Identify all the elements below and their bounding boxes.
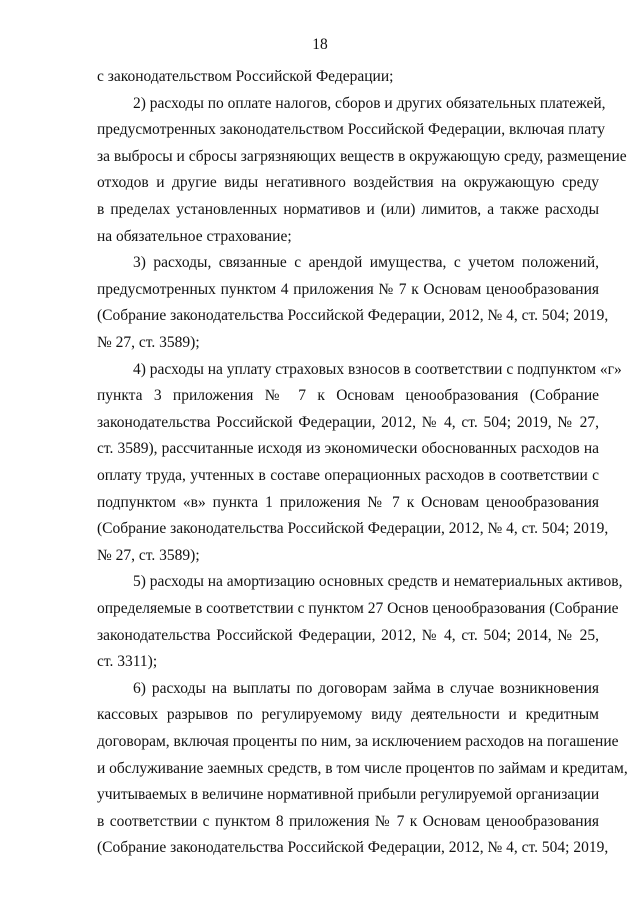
text-line: оплату труда, учтенных в составе операционных расходов в соответствии с bbox=[97, 467, 599, 484]
text-line: ст. 3589), рассчитанные исходя из экономически обоснованных расходов на bbox=[97, 440, 599, 458]
text-line: законодательства Российской Федерации, 2012, № 4, ст. 504; 2014, № 25, bbox=[97, 626, 599, 644]
text-line: (Собрание законодательства Российской Федерации, 2012, № 4, ст. 504; 2019, bbox=[97, 520, 609, 538]
text-line: и обслуживание заемных средств, в том числе процентов по займам и кредитам, bbox=[97, 759, 628, 777]
text-line: 4) расходы на уплату страховых взносов в соответствии с подпунктом «г» bbox=[133, 360, 622, 378]
text-line: подпунктом «в» пункта 1 приложения № 7 к Основам ценообразования bbox=[97, 493, 599, 511]
text-line: в пределах установленных нормативов и (или) лимитов, а также расходы bbox=[97, 201, 599, 218]
text-line: 2) расходы по оплате налогов, сборов и других обязательных платежей, bbox=[133, 94, 606, 112]
text-line: в соответствии с пунктом 8 приложения № 7 к Основам ценообразования bbox=[97, 812, 599, 830]
text-line: предусмотренных законодательством Российской Федерации, включая плату bbox=[97, 121, 606, 139]
text-line: определяемые в соответствии с пунктом 27 Основ ценообразования (Собрание bbox=[97, 600, 619, 617]
text-line: (Собрание законодательства Российской Федерации, 2012, № 4, ст. 504; 2019, bbox=[97, 307, 609, 325]
text-line: № 27, ст. 3589); bbox=[97, 334, 200, 351]
text-line: 3) расходы, связанные с арендой имущества, с учетом положений, bbox=[133, 254, 599, 272]
text-line: предусмотренных пунктом 4 приложения № 7 к Основам ценообразования bbox=[97, 280, 599, 298]
page-number: 18 bbox=[312, 36, 328, 53]
text-line: № 27, ст. 3589); bbox=[97, 546, 200, 564]
text-line: за выбросы и сбросы загрязняющих веществ в окружающую среду, размещение bbox=[97, 147, 627, 165]
text-line: пункта 3 приложения № 7 к Основам ценообразования (Собрание bbox=[97, 387, 599, 405]
text-line: ст. 3311); bbox=[97, 653, 158, 671]
text-line: кассовых разрывов по регулируемому виду деятельности и кредитным bbox=[97, 706, 599, 724]
text-line: на обязательное страхование; bbox=[97, 227, 292, 245]
text-line: учитываемых в величине нормативной прибыли регулируемой организации bbox=[97, 786, 600, 804]
text-line: (Собрание законодательства Российской Федерации, 2012, № 4, ст. 504; 2019, bbox=[97, 839, 609, 857]
text-line: с законодательством Российской Федерации; bbox=[97, 68, 394, 85]
text-line: 5) расходы на амортизацию основных средств и нематериальных активов, bbox=[133, 573, 623, 591]
text-line: 6) расходы на выплаты по договорам займа в случае возникновения bbox=[133, 679, 599, 697]
text-line: отходов и другие виды негативного воздействия на окружающую среду bbox=[97, 174, 599, 192]
text-line: договорам, включая проценты по ним, за исключением расходов на погашение bbox=[97, 733, 619, 750]
text-line: законодательства Российской Федерации, 2012, № 4, ст. 504; 2019, № 27, bbox=[97, 413, 599, 431]
